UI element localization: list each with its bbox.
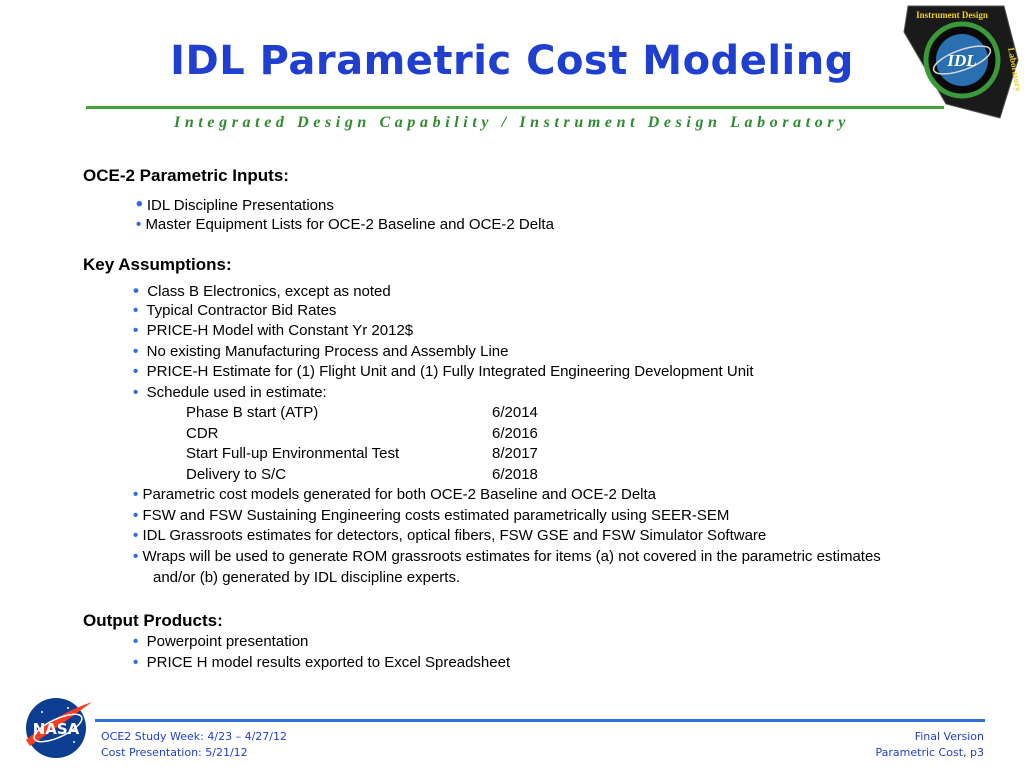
- list-item: • PRICE-H Estimate for (1) Flight Unit and (1) Fully Integrated Engineering Development Unit: [133, 363, 754, 380]
- section-heading-outputs: Output Products:: [83, 611, 223, 630]
- section-heading-inputs: OCE-2 Parametric Inputs:: [83, 166, 289, 185]
- schedule-date: 6/2014: [492, 404, 538, 421]
- logo-text-right: Laboratory: [1006, 46, 1024, 93]
- schedule-date: 6/2016: [492, 425, 538, 442]
- list-item: • PRICE H model results exported to Excel Spreadsheet: [133, 654, 511, 671]
- footer-left-line1: OCE2 Study Week: 4/23 – 4/27/12: [101, 730, 287, 743]
- schedule-milestone: Phase B start (ATP): [186, 404, 319, 421]
- footer-divider: [95, 719, 985, 722]
- list-item: • Schedule used in estimate:: [133, 384, 327, 401]
- schedule-date: 6/2018: [492, 466, 538, 483]
- idl-logo: [900, 4, 1024, 120]
- logo-text-top: Instrument Design: [916, 10, 988, 20]
- list-item: • Typical Contractor Bid Rates: [133, 302, 337, 319]
- page-title: IDL Parametric Cost Modeling: [170, 38, 854, 84]
- page-subtitle: Integrated Design Capability / Instrument Design Laboratory: [174, 114, 850, 131]
- list-item: • Master Equipment Lists for OCE-2 Baseline and OCE-2 Delta: [136, 216, 554, 233]
- schedule-milestone: Delivery to S/C: [186, 466, 287, 483]
- section-heading-assumptions: Key Assumptions:: [83, 255, 232, 274]
- list-item: • PRICE-H Model with Constant Yr 2012$: [133, 322, 414, 339]
- list-item: • Wraps will be used to generate ROM grassroots estimates for items (a) not covered in the parametric estimates: [133, 548, 881, 565]
- list-item: • IDL Discipline Presentations: [136, 194, 334, 215]
- header-divider: [86, 106, 944, 109]
- footer-right-line1: Final Version: [914, 730, 984, 743]
- list-item: • No existing Manufacturing Process and Assembly Line: [133, 343, 509, 360]
- list-item: • Powerpoint presentation: [133, 633, 309, 650]
- list-item: • IDL Grassroots estimates for detectors, optical fibers, FSW GSE and FSW Simulator Software: [133, 527, 767, 544]
- schedule-milestone: Start Full-up Environmental Test: [186, 445, 400, 462]
- footer-right-line2: Parametric Cost, p3: [875, 746, 984, 759]
- list-item: • FSW and FSW Sustaining Engineering costs estimated parametrically using SEER-SEM: [133, 507, 730, 524]
- list-item: • Class B Electronics, except as noted: [133, 281, 391, 300]
- nasa-logo-text: NASA: [32, 720, 80, 738]
- footer-left-line2: Cost Presentation: 5/21/12: [101, 746, 248, 759]
- list-item: • Parametric cost models generated for both OCE-2 Baseline and OCE-2 Delta: [133, 486, 657, 503]
- schedule-milestone: CDR: [186, 425, 219, 442]
- logo-center-text: IDL: [947, 51, 977, 70]
- list-item-continuation: and/or (b) generated by IDL discipline experts.: [153, 569, 461, 586]
- nasa-logo: [22, 694, 94, 760]
- schedule-date: 8/2017: [492, 445, 538, 462]
